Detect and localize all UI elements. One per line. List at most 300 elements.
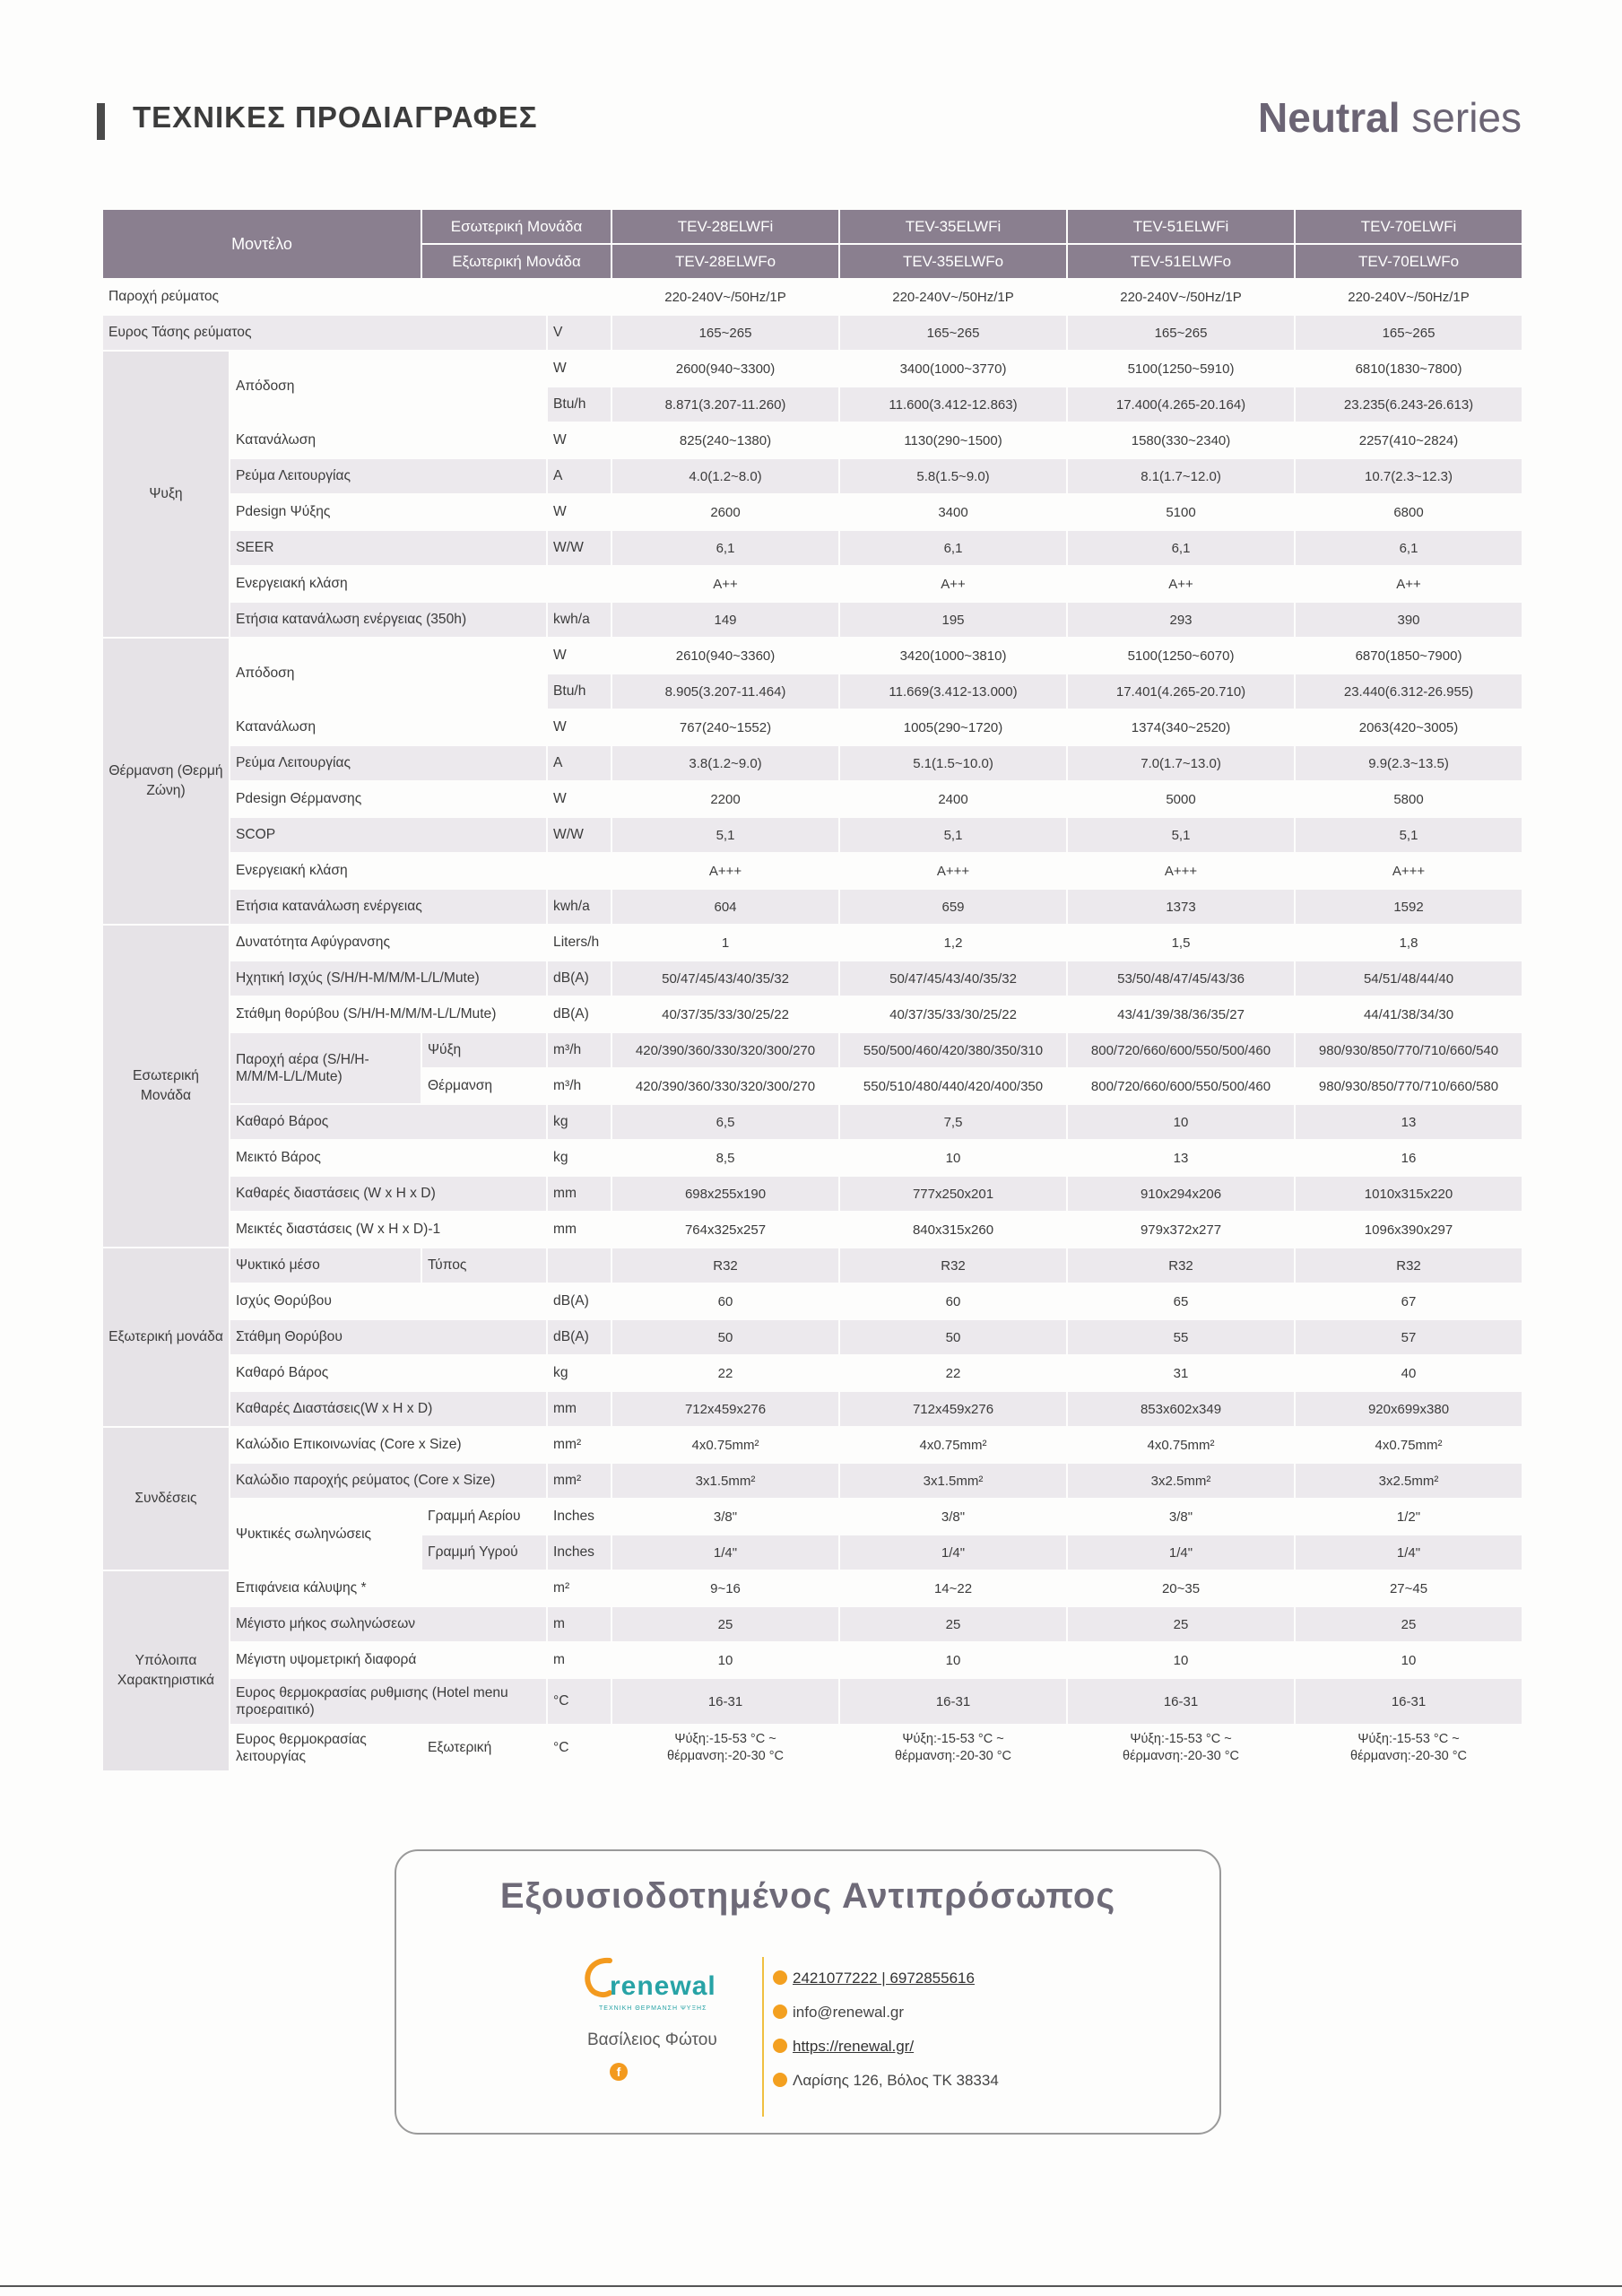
unit-cell: mm² xyxy=(547,1463,612,1499)
table-row xyxy=(102,1606,1522,1642)
logo-subtitle: ΤΕΧΝΙΚΗ ΘΕΡΜΑΝΣΗ ΨΥΞΗΣ xyxy=(599,2005,707,2012)
page-title: ΤΕΧΝΙΚΕΣ ΠΡΟΔΙΑΓΡΑΦΕΣ xyxy=(133,100,538,134)
table-row xyxy=(102,1212,1522,1248)
value-cell: 22 xyxy=(839,1355,1067,1391)
value-cell: 8.905(3.207-11.464) xyxy=(612,674,839,709)
sub-label: Γραμμή Αερίου xyxy=(421,1499,547,1535)
value-cell: R32 xyxy=(612,1248,839,1283)
group-label: Εσωτερική Μονάδα xyxy=(102,925,230,1248)
value-cell: 8,5 xyxy=(612,1140,839,1176)
row-label: Ισχύς Θορύβου xyxy=(230,1283,547,1319)
value-cell: 7.0(1.7~13.0) xyxy=(1067,745,1295,781)
op-range-heat: θέρμανση:-20-30 °C xyxy=(1123,1749,1240,1763)
row-label: Μεικτό Βάρος xyxy=(230,1140,547,1176)
value-cell: 1 xyxy=(612,925,839,961)
table-row xyxy=(102,1678,1522,1725)
value-cell: 550/500/460/420/380/350/310 xyxy=(839,1032,1067,1068)
table-row xyxy=(102,638,1522,674)
value-cell: 195 xyxy=(839,602,1067,638)
sub-label: Τύπος xyxy=(421,1248,547,1283)
value-cell: 8.1(1.7~12.0) xyxy=(1067,458,1295,494)
unit-cell: mm xyxy=(547,1212,612,1248)
value-cell: 57 xyxy=(1295,1319,1522,1355)
value-cell: 3x2.5mm² xyxy=(1067,1463,1295,1499)
value-cell: 5.8(1.5~9.0) xyxy=(839,458,1067,494)
row-label: Ψυκτικές σωληνώσεις xyxy=(230,1499,421,1570)
value-cell: 14~22 xyxy=(839,1570,1067,1606)
logo-word: renewal xyxy=(610,1971,716,2001)
value-cell: 6810(1830~7800) xyxy=(1295,351,1522,387)
value-cell: 16-31 xyxy=(839,1678,1067,1725)
table-row xyxy=(102,817,1522,853)
value-cell: 1,5 xyxy=(1067,925,1295,961)
sub-label: Εξωτερική xyxy=(421,1725,547,1771)
unit-cell: kg xyxy=(547,1104,612,1140)
contact-website xyxy=(773,2038,914,2056)
value-cell: 3x1.5mm² xyxy=(612,1463,839,1499)
value-cell: 4x0.75mm² xyxy=(839,1427,1067,1463)
unit-cell: A xyxy=(547,458,612,494)
value-cell: 1580(330~2340) xyxy=(1067,422,1295,458)
value-cell: 1130(290~1500) xyxy=(839,422,1067,458)
row-label: Μέγιστο μήκος σωληνώσεων xyxy=(230,1606,547,1642)
value-cell: 2610(940~3360) xyxy=(612,638,839,674)
value-cell: 7,5 xyxy=(839,1104,1067,1140)
value-cell: 10 xyxy=(612,1642,839,1678)
phone-link[interactable]: 2421077222 | 6972855616 xyxy=(793,1970,975,1987)
value-cell: 5,1 xyxy=(1067,817,1295,853)
value-cell: 390 xyxy=(1295,602,1522,638)
value-cell: 67 xyxy=(1295,1283,1522,1319)
value-cell: 712x459x276 xyxy=(612,1391,839,1427)
value-cell: 5,1 xyxy=(1295,817,1522,853)
value-cell: A++ xyxy=(839,566,1067,602)
phone-icon xyxy=(773,1970,787,1985)
header-accent-bar xyxy=(97,103,105,140)
indoor-model: TEV-28ELWFi xyxy=(612,209,839,244)
unit-cell: Inches xyxy=(547,1499,612,1535)
location-icon xyxy=(773,2073,787,2087)
table-row xyxy=(102,1427,1522,1463)
value-cell: 10 xyxy=(839,1642,1067,1678)
op-range-cool: Ψύξη:-15-53 °C ~ xyxy=(674,1732,776,1747)
unit-cell: m xyxy=(547,1606,612,1642)
unit-cell: m³/h xyxy=(547,1032,612,1068)
group-label: Υπόλοιπα Χαρακτηριστικά xyxy=(102,1570,230,1771)
row-label: SCOP xyxy=(230,817,547,853)
value-cell: 16-31 xyxy=(1067,1678,1295,1725)
outdoor-model: TEV-28ELWFo xyxy=(612,244,839,279)
row-label: Ρεύμα Λειτουργίας xyxy=(230,745,547,781)
row-label: Ευρος θερμοκρασίας ρυθμισης (Hotel menu προεραιτικό) xyxy=(230,1678,547,1725)
value-cell: 1,8 xyxy=(1295,925,1522,961)
model-header: Μοντέλο xyxy=(102,209,421,279)
value-cell: 65 xyxy=(1067,1283,1295,1319)
unit-cell: °C xyxy=(547,1678,612,1725)
table-row xyxy=(102,1140,1522,1176)
value-cell: 920x699x380 xyxy=(1295,1391,1522,1427)
value-cell xyxy=(612,1725,839,1771)
value-cell: 6,1 xyxy=(1295,530,1522,566)
value-cell: 3.8(1.2~9.0) xyxy=(612,745,839,781)
value-cell: 16-31 xyxy=(1295,1678,1522,1725)
value-cell: 5100 xyxy=(1067,494,1295,530)
value-cell: 3400(1000~3770) xyxy=(839,351,1067,387)
value-cell: 40 xyxy=(1295,1355,1522,1391)
group-label: Ψυξη xyxy=(102,351,230,638)
value-cell: 777x250x201 xyxy=(839,1176,1067,1212)
value-cell: 27~45 xyxy=(1295,1570,1522,1606)
value-cell: 10 xyxy=(1295,1642,1522,1678)
value-cell xyxy=(1295,1725,1522,1771)
row-label: Μεικτές διαστάσεις (W x H x D)-1 xyxy=(230,1212,547,1248)
value-cell: 165~265 xyxy=(612,315,839,351)
unit-cell: Btu/h xyxy=(547,674,612,709)
value-cell: 60 xyxy=(612,1283,839,1319)
row-label: Απόδοση xyxy=(230,351,547,422)
row-label: Καθαρό Βάρος xyxy=(230,1355,547,1391)
value-cell: 43/41/39/38/36/35/27 xyxy=(1067,996,1295,1032)
value-cell: R32 xyxy=(1067,1248,1295,1283)
value-cell: 10 xyxy=(839,1140,1067,1176)
row-label: Ετήσια κατανάλωση ενέργειας xyxy=(230,889,547,925)
unit-cell: W xyxy=(547,422,612,458)
value-cell: 5800 xyxy=(1295,781,1522,817)
unit-cell xyxy=(547,1248,612,1283)
row-label: Στάθμη Θορύβου xyxy=(230,1319,547,1355)
value-cell: 1/4" xyxy=(612,1535,839,1570)
table-row xyxy=(102,1248,1522,1283)
value-cell: A+++ xyxy=(1067,853,1295,889)
row-label: Μέγιστη υψομετρική διαφορά xyxy=(230,1642,547,1678)
unit-cell: m² xyxy=(547,1570,612,1606)
value-cell: 22 xyxy=(612,1355,839,1391)
value-cell: 980/930/850/770/710/660/540 xyxy=(1295,1032,1522,1068)
value-cell: 4x0.75mm² xyxy=(612,1427,839,1463)
value-cell: 6,1 xyxy=(839,530,1067,566)
value-cell: 23.235(6.243-26.613) xyxy=(1295,387,1522,422)
value-cell: 17.401(4.265-20.710) xyxy=(1067,674,1295,709)
value-cell: A++ xyxy=(1295,566,1522,602)
unit-cell: m xyxy=(547,1642,612,1678)
table-row xyxy=(102,1499,1522,1535)
contact-email xyxy=(773,2004,904,2022)
value-cell: 853x602x349 xyxy=(1067,1391,1295,1427)
value-cell: 20~35 xyxy=(1067,1570,1295,1606)
value-cell: 825(240~1380) xyxy=(612,422,839,458)
value-cell: 17.400(4.265-20.164) xyxy=(1067,387,1295,422)
value-cell: 6800 xyxy=(1295,494,1522,530)
row-label: Παροχή αέρα (S/H/H-M/M/M-L/L/Mute) xyxy=(230,1032,421,1104)
value-cell: 220-240V~/50Hz/1P xyxy=(1295,279,1522,315)
table-row xyxy=(102,925,1522,961)
row-label: Καθαρές Διαστάσεις(W x H x D) xyxy=(230,1391,547,1427)
value-cell: 5100(1250~6070) xyxy=(1067,638,1295,674)
globe-icon xyxy=(773,2039,787,2053)
email-text[interactable]: info@renewal.gr xyxy=(793,2004,905,2021)
value-cell: 3400 xyxy=(839,494,1067,530)
table-row xyxy=(102,745,1522,781)
value-cell: A++ xyxy=(1067,566,1295,602)
value-cell: 6,1 xyxy=(612,530,839,566)
row-label: Καλώδιο παροχής ρεύματος (Core x Size) xyxy=(230,1463,547,1499)
table-row xyxy=(102,1391,1522,1427)
contact-address xyxy=(773,2072,999,2090)
table-row xyxy=(102,1319,1522,1355)
value-cell: 53/50/48/47/45/43/36 xyxy=(1067,961,1295,996)
value-cell: 1/4" xyxy=(839,1535,1067,1570)
value-cell: 5,1 xyxy=(612,817,839,853)
row-label: Ενεργειακή κλάση xyxy=(230,853,547,889)
table-row xyxy=(102,566,1522,602)
page-bottom-rule xyxy=(0,2285,1622,2287)
unit-cell: W xyxy=(547,638,612,674)
mail-icon xyxy=(773,2005,787,2019)
value-cell: 165~265 xyxy=(1067,315,1295,351)
value-cell: 13 xyxy=(1295,1104,1522,1140)
row-label: Ετήσια κατανάλωση ενέργειας (350h) xyxy=(230,602,547,638)
value-cell: 25 xyxy=(839,1606,1067,1642)
outdoor-model: TEV-35ELWFo xyxy=(839,244,1067,279)
value-cell: 1374(340~2520) xyxy=(1067,709,1295,745)
value-cell: 44/41/38/34/30 xyxy=(1295,996,1522,1032)
value-cell: 54/51/48/44/40 xyxy=(1295,961,1522,996)
op-range-cool: Ψύξη:-15-53 °C ~ xyxy=(902,1732,1004,1747)
value-cell: 550/510/480/440/420/400/350 xyxy=(839,1068,1067,1104)
indoor-model: TEV-70ELWFi xyxy=(1295,209,1522,244)
row-label: Παροχή ρεύματος xyxy=(102,279,547,315)
value-cell: 712x459x276 xyxy=(839,1391,1067,1427)
value-cell: A+++ xyxy=(1295,853,1522,889)
table-row xyxy=(102,961,1522,996)
value-cell: 764x325x257 xyxy=(612,1212,839,1248)
table-row xyxy=(102,458,1522,494)
row-label: Καθαρό Βάρος xyxy=(230,1104,547,1140)
value-cell: 1010x315x220 xyxy=(1295,1176,1522,1212)
row-label: Κατανάλωση xyxy=(230,709,547,745)
value-cell: 1/4" xyxy=(1295,1535,1522,1570)
table-row xyxy=(102,853,1522,889)
op-range-heat: θέρμανση:-20-30 °C xyxy=(1350,1749,1468,1763)
row-label: Απόδοση xyxy=(230,638,547,709)
indoor-unit-header: Εσωτερική Μονάδα xyxy=(421,209,612,244)
value-cell: R32 xyxy=(839,1248,1067,1283)
value-cell: 3x1.5mm² xyxy=(839,1463,1067,1499)
value-cell: 1005(290~1720) xyxy=(839,709,1067,745)
value-cell: 11.600(3.412-12.863) xyxy=(839,387,1067,422)
row-label: Pdesign Θέρμανσης xyxy=(230,781,547,817)
op-range-cool: Ψύξη:-15-53 °C ~ xyxy=(1130,1732,1232,1747)
unit-cell xyxy=(547,279,612,315)
sub-label: Θέρμανση xyxy=(421,1068,547,1104)
op-range-heat: θέρμανση:-20-30 °C xyxy=(895,1749,1012,1763)
row-label: Ευρος θερμοκρασίας λειτουργίας xyxy=(230,1725,421,1771)
value-cell: 9~16 xyxy=(612,1570,839,1606)
value-cell: 698x255x190 xyxy=(612,1176,839,1212)
value-cell: 10 xyxy=(1067,1104,1295,1140)
table-row xyxy=(102,422,1522,458)
value-cell: 800/720/660/600/550/500/460 xyxy=(1067,1032,1295,1068)
value-cell: 50 xyxy=(612,1319,839,1355)
op-range-cool: Ψύξη:-15-53 °C ~ xyxy=(1357,1732,1460,1747)
row-label: SEER xyxy=(230,530,547,566)
value-cell: 220-240V~/50Hz/1P xyxy=(1067,279,1295,315)
unit-cell: Liters/h xyxy=(547,925,612,961)
unit-cell xyxy=(547,853,612,889)
value-cell: A++ xyxy=(612,566,839,602)
value-cell: 165~265 xyxy=(1295,315,1522,351)
table-row xyxy=(102,494,1522,530)
value-cell: 165~265 xyxy=(839,315,1067,351)
unit-cell: W xyxy=(547,781,612,817)
value-cell: 6,1 xyxy=(1067,530,1295,566)
unit-cell: kwh/a xyxy=(547,889,612,925)
unit-cell xyxy=(547,566,612,602)
unit-cell: kg xyxy=(547,1140,612,1176)
value-cell: 3/8" xyxy=(1067,1499,1295,1535)
value-cell: 1/2" xyxy=(1295,1499,1522,1535)
unit-cell: mm² xyxy=(547,1427,612,1463)
value-cell: 16 xyxy=(1295,1140,1522,1176)
unit-cell: dB(A) xyxy=(547,1283,612,1319)
value-cell: 420/390/360/330/320/300/270 xyxy=(612,1068,839,1104)
table-row xyxy=(102,1176,1522,1212)
indoor-model: TEV-51ELWFi xyxy=(1067,209,1295,244)
series-name: Neutral xyxy=(1258,94,1401,141)
value-cell: 3x2.5mm² xyxy=(1295,1463,1522,1499)
value-cell: 6,5 xyxy=(612,1104,839,1140)
group-label: Εξωτερική μονάδα xyxy=(102,1248,230,1427)
value-cell: 5.1(1.5~10.0) xyxy=(839,745,1067,781)
value-cell: 8.871(3.207-11.260) xyxy=(612,387,839,422)
value-cell: 4x0.75mm² xyxy=(1067,1427,1295,1463)
series-title xyxy=(1258,93,1522,142)
outdoor-unit-header: Εξωτερική Μονάδα xyxy=(421,244,612,279)
value-cell: 13 xyxy=(1067,1140,1295,1176)
sub-label: Ψύξη xyxy=(421,1032,547,1068)
unit-cell: W xyxy=(547,351,612,387)
sub-label: Γραμμή Υγρού xyxy=(421,1535,547,1570)
unit-cell: kg xyxy=(547,1355,612,1391)
value-cell: 2600(940~3300) xyxy=(612,351,839,387)
value-cell: 6870(1850~7900) xyxy=(1295,638,1522,674)
value-cell: 40/37/35/33/30/25/22 xyxy=(612,996,839,1032)
divider xyxy=(762,1957,764,2117)
table-row xyxy=(102,996,1522,1032)
value-cell: 420/390/360/330/320/300/270 xyxy=(612,1032,839,1068)
value-cell: 4.0(1.2~8.0) xyxy=(612,458,839,494)
unit-cell: W/W xyxy=(547,817,612,853)
value-cell: 4x0.75mm² xyxy=(1295,1427,1522,1463)
dealer-box xyxy=(395,1849,1221,2135)
value-cell: A+++ xyxy=(839,853,1067,889)
row-label: Καλώδιο Επικοινωνίας (Core x Size) xyxy=(230,1427,547,1463)
dealer-name: Βασίλειος Φώτου xyxy=(587,2031,717,2049)
outdoor-model: TEV-70ELWFo xyxy=(1295,244,1522,279)
value-cell: 604 xyxy=(612,889,839,925)
table-row xyxy=(102,1283,1522,1319)
table-row xyxy=(102,602,1522,638)
value-cell: 2400 xyxy=(839,781,1067,817)
value-cell: 3/8" xyxy=(839,1499,1067,1535)
value-cell: 60 xyxy=(839,1283,1067,1319)
value-cell: 9.9(2.3~13.5) xyxy=(1295,745,1522,781)
unit-cell: W xyxy=(547,709,612,745)
unit-cell: mm xyxy=(547,1391,612,1427)
op-range-heat: θέρμανση:-20-30 °C xyxy=(667,1749,785,1763)
address-text: Λαρίσης 126, Βόλος ΤΚ 38334 xyxy=(793,2072,999,2089)
group-label: Συνδέσεις xyxy=(102,1427,230,1570)
unit-cell: kwh/a xyxy=(547,602,612,638)
value-cell: 220-240V~/50Hz/1P xyxy=(839,279,1067,315)
table-row xyxy=(102,1032,1522,1068)
row-label: Pdesign Ψύξης xyxy=(230,494,547,530)
value-cell: 840x315x260 xyxy=(839,1212,1067,1248)
value-cell: 1096x390x297 xyxy=(1295,1212,1522,1248)
value-cell: 980/930/850/770/710/660/580 xyxy=(1295,1068,1522,1104)
value-cell: 5100(1250~5910) xyxy=(1067,351,1295,387)
value-cell: 2257(410~2824) xyxy=(1295,422,1522,458)
facebook-icon[interactable]: f xyxy=(610,2063,628,2081)
indoor-model: TEV-35ELWFi xyxy=(839,209,1067,244)
table-row xyxy=(102,530,1522,566)
value-cell: 220-240V~/50Hz/1P xyxy=(612,279,839,315)
unit-cell: °C xyxy=(547,1725,612,1771)
value-cell: 979x372x277 xyxy=(1067,1212,1295,1248)
contact-phone xyxy=(773,1970,975,1987)
value-cell: 2063(420~3005) xyxy=(1295,709,1522,745)
value-cell: 659 xyxy=(839,889,1067,925)
website-link[interactable]: https://renewal.gr/ xyxy=(793,2038,915,2055)
row-label: Ρεύμα Λειτουργίας xyxy=(230,458,547,494)
value-cell: 2600 xyxy=(612,494,839,530)
value-cell: A+++ xyxy=(612,853,839,889)
value-cell: 1373 xyxy=(1067,889,1295,925)
value-cell: 5000 xyxy=(1067,781,1295,817)
unit-cell: Inches xyxy=(547,1535,612,1570)
row-label: Ψυκτικό μέσο xyxy=(230,1248,421,1283)
value-cell: 3420(1000~3810) xyxy=(839,638,1067,674)
table-row xyxy=(102,1355,1522,1391)
row-label: Δυνατότητα Αφύγρανσης xyxy=(230,925,547,961)
table-row xyxy=(102,1642,1522,1678)
outdoor-model: TEV-51ELWFo xyxy=(1067,244,1295,279)
unit-cell: W/W xyxy=(547,530,612,566)
value-cell: 149 xyxy=(612,602,839,638)
table-row xyxy=(102,1104,1522,1140)
value-cell: 16-31 xyxy=(612,1678,839,1725)
unit-cell: A xyxy=(547,745,612,781)
value-cell: 3/8" xyxy=(612,1499,839,1535)
value-cell: 2200 xyxy=(612,781,839,817)
table-row xyxy=(102,315,1522,351)
unit-cell: dB(A) xyxy=(547,996,612,1032)
table-row xyxy=(102,709,1522,745)
row-label: Επιφάνεια κάλυψης * xyxy=(230,1570,547,1606)
table-row xyxy=(102,1570,1522,1606)
unit-cell: V xyxy=(547,315,612,351)
row-label: Καθαρές διαστάσεις (W x H x D) xyxy=(230,1176,547,1212)
value-cell: 10 xyxy=(1067,1642,1295,1678)
value-cell: 5,1 xyxy=(839,817,1067,853)
spec-table xyxy=(101,208,1523,1772)
value-cell xyxy=(1067,1725,1295,1771)
table-row xyxy=(102,1725,1522,1771)
unit-cell: dB(A) xyxy=(547,1319,612,1355)
unit-cell: mm xyxy=(547,1176,612,1212)
value-cell: 50/47/45/43/40/35/32 xyxy=(839,961,1067,996)
value-cell: 1592 xyxy=(1295,889,1522,925)
